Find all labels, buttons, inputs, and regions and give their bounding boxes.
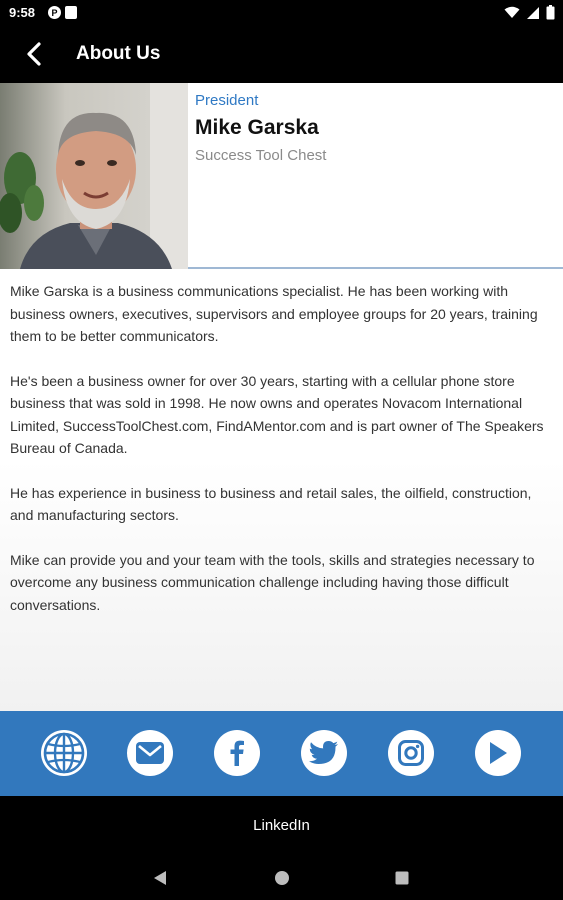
play-icon <box>488 741 508 765</box>
status-bar <box>0 0 563 26</box>
signal-icon <box>526 6 540 20</box>
back-triangle-icon <box>153 870 167 886</box>
nav-back-button[interactable] <box>150 868 170 888</box>
profile-photo <box>0 83 188 269</box>
twitter-button[interactable] <box>301 730 347 776</box>
linkedin-button[interactable] <box>0 796 563 856</box>
status-system-icons <box>504 5 555 20</box>
wifi-icon <box>504 6 520 19</box>
system-nav-bar <box>0 856 563 900</box>
email-button[interactable] <box>127 730 173 776</box>
website-button[interactable] <box>41 730 87 776</box>
chevron-left-icon <box>26 42 42 66</box>
notification-p-icon: P <box>48 6 61 19</box>
bio-paragraph: He's been a business owner for over 30 years, starting with a cellular phone store business that was sold in 1998. He now owns and operates Novacom International Limited, SuccessToolChest.com, FindAMentor.com and is part owner of The Speakers Bureau of Canada. <box>10 372 544 456</box>
bio-paragraph: Mike Garska is a business communications specialist. He has been working with business owners, executives, supervisors and employee groups for 20 years, training them to be better communicators. <box>10 283 538 344</box>
facebook-icon <box>230 740 244 766</box>
bio-text <box>10 280 555 638</box>
nav-recents-button[interactable] <box>392 868 412 888</box>
nav-home-button[interactable] <box>272 868 292 888</box>
email-icon <box>136 742 164 764</box>
battery-icon <box>546 5 555 20</box>
page-title: About Us <box>76 43 161 64</box>
app-bar <box>0 26 563 83</box>
social-bar <box>0 711 563 796</box>
facebook-button[interactable] <box>214 730 260 776</box>
linkedin-label: LinkedIn <box>253 817 310 834</box>
content-area[interactable] <box>0 83 563 711</box>
profile-role: President <box>195 92 259 109</box>
profile-company: Success Tool Chest <box>195 147 327 164</box>
notification-square-icon <box>65 6 77 19</box>
video-button[interactable] <box>475 730 521 776</box>
bio-paragraph: Mike can provide you and your team with the tools, skills and strategies necessary to overcome any business communication challenge including having those difficult conversations. <box>10 551 535 613</box>
twitter-icon <box>309 741 339 765</box>
globe-icon <box>41 730 87 776</box>
profile-header <box>0 83 563 269</box>
profile-name: Mike Garska <box>195 116 319 139</box>
home-circle-icon <box>274 870 290 886</box>
back-button[interactable] <box>18 38 50 70</box>
bio-paragraph: He has experience in business to business and retail sales, the oilfield, construction, and manufacturing sectors. <box>10 484 532 523</box>
recents-square-icon <box>395 871 409 885</box>
instagram-button[interactable] <box>388 730 434 776</box>
status-notifications <box>48 6 77 19</box>
status-time: 9:58 <box>9 5 36 20</box>
instagram-icon <box>398 740 424 766</box>
